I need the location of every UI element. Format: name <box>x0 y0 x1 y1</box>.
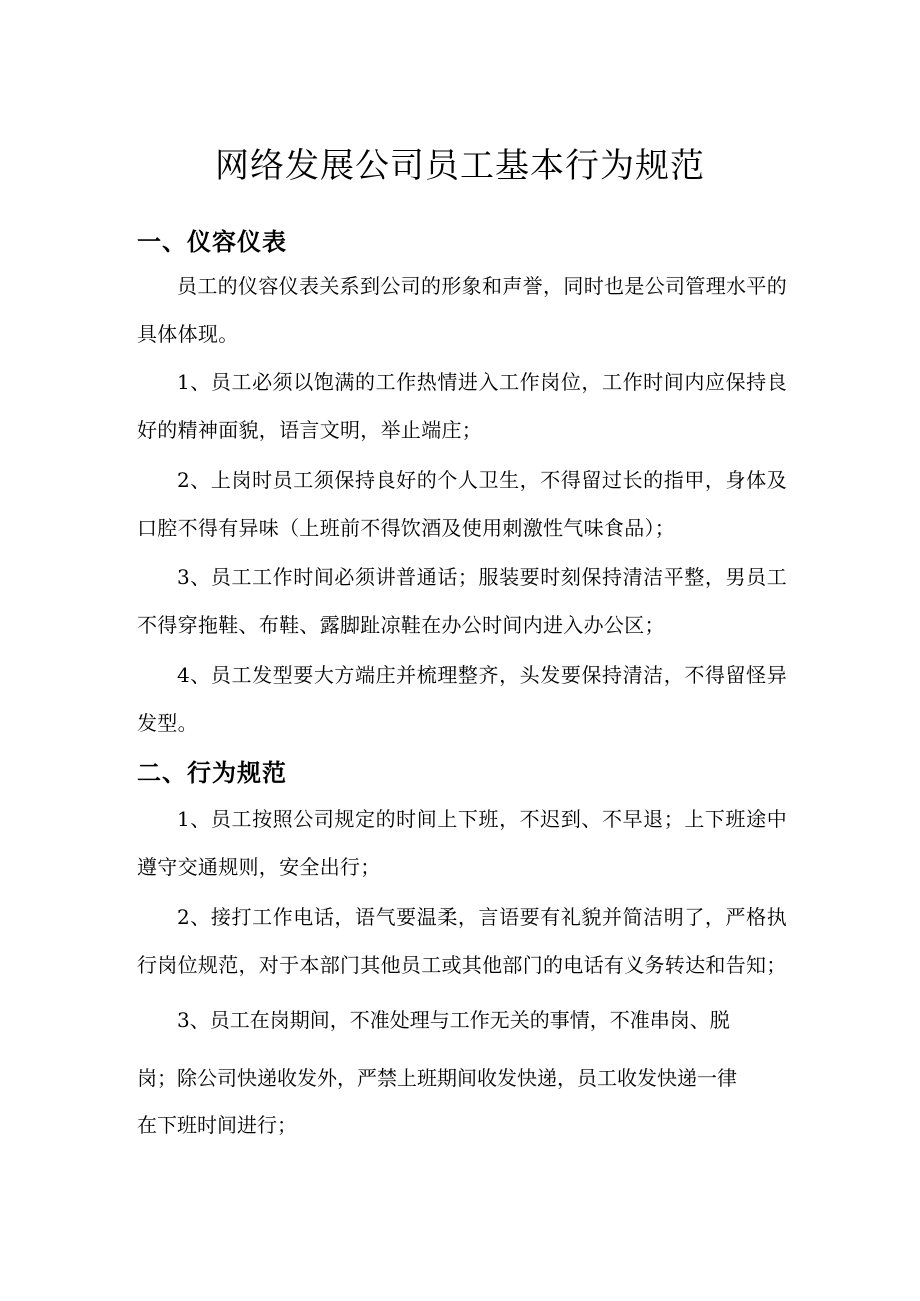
paragraph-item-3: 3、员工工作时间必须讲普通话；服装要时刻保持清洁平整，男员工不得穿拖鞋、布鞋、露脚趾凉鞋在办公时间内进入办公区； <box>137 565 787 637</box>
section-heading-appearance: 一、仪容仪表 <box>137 228 287 256</box>
paragraph-conduct-item-1: 1、员工按照公司规定的时间上下班，不迟到、不早退；上下班途中遵守交通规则，安全出行； <box>137 807 787 879</box>
document-title: 网络发展公司员工基本行为规范 <box>215 146 705 186</box>
paragraph-item-4: 4、员工发型要大方端庄并梳理整齐，头发要保持清洁，不得留怪异发型。 <box>137 663 787 735</box>
section-heading-conduct: 二、行为规范 <box>137 759 287 787</box>
paragraph-item-1: 1、员工必须以饱满的工作热情进入工作岗位，工作时间内应保持良好的精神面貌，语言文明，举止端庄； <box>137 370 787 442</box>
paragraph-conduct-item-3-line-1: 3、员工在岗期间，不准处理与工作无关的事情，不准串岗、脱 <box>177 1008 730 1032</box>
paragraph-conduct-item-3-line-3: 在下班时间进行； <box>137 1113 297 1137</box>
paragraph-intro: 员工的仪容仪表关系到公司的形象和声誉，同时也是公司管理水平的具体体现。 <box>137 274 787 346</box>
paragraph-conduct-item-2: 2、接打工作电话，语气要温柔，言语要有礼貌并简洁明了，严格执行岗位规范，对于本部门其他员工或其他部门的电话有义务转达和告知； <box>137 905 787 977</box>
paragraph-conduct-item-3-line-2: 岗；除公司快递收发外，严禁上班期间收发快递，员工收发快递一律 <box>137 1066 737 1090</box>
paragraph-item-2: 2、上岗时员工须保持良好的个人卫生，不得留过长的指甲，身体及口腔不得有异味（上班前不得饮酒及使用刺激性气味食品）； <box>137 468 787 540</box>
